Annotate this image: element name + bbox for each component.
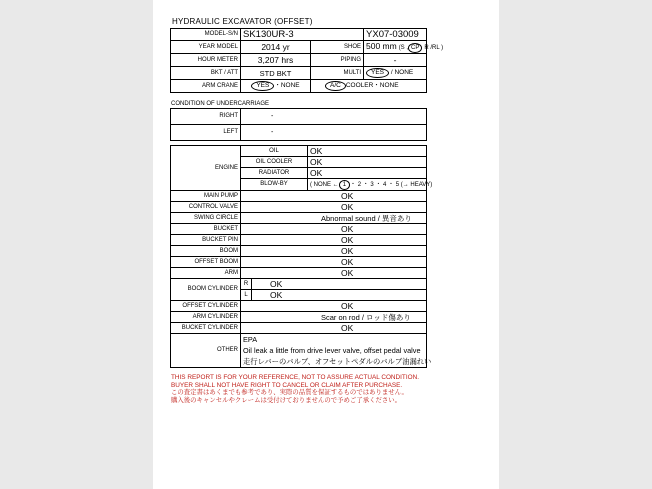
arm-cylinder-label: ARM CYLINDER [171,312,241,323]
crane-other: ・NONE [274,82,300,89]
disclaimer-line-2: BUYER SHALL NOT HAVE RIGHT TO CANCEL OR CLAIM AFTER PURCHASE. [171,381,403,389]
other-line-3: 走行レバーのバルブ、オフセットペダルのバルブ油漏れい [243,357,432,366]
boom-cylinder-label: BOOM CYLINDER [171,279,241,301]
boom-value: OK [241,246,427,257]
main-pump-label: MAIN PUMP [171,191,241,202]
engine-radiator-value: OK [308,168,427,179]
swing-circle-value: Abnormal sound / 異音あり [241,213,427,224]
multi-cell [364,67,427,80]
disclaimer-line-3: この査定書はあくまでも参考であり、実際の品質を保証するものではありません。 [171,389,408,397]
swing-circle-label: SWING CIRCLE [171,213,241,224]
shoe-open: (S , [398,44,409,51]
engine-oil-cooler-label: OIL COOLER [241,157,308,168]
multi-label: MULTI [311,67,364,80]
shoe-selected: CP [408,43,422,53]
year-value: 2014 yr [241,41,311,54]
multi-selected: YES [366,68,389,78]
bkt-value: STD BKT [241,67,311,80]
shoe-rest: R /RL ) [424,44,444,51]
hour-label: HOUR METER [171,54,241,67]
main-pump-value: OK [241,191,427,202]
offset-boom-label: OFFSET BOOM [171,257,241,268]
control-valve-label: CONTROL VALVE [171,202,241,213]
cooler-selected: A/C [325,81,346,91]
shoe-label: SHOE [311,41,364,54]
right-label: RIGHT [171,109,241,125]
piping-value: - [364,54,427,67]
undercarriage-heading: CONDITION OF UNDERCARRIAGE [171,101,270,107]
other-line-2: Oil leak a little from drive lever valve, offset pedal valve [243,346,421,355]
serial-value: YX07-03009 [364,29,427,41]
other-notes [241,334,432,368]
control-valve-value: OK [241,202,427,213]
blowby-pre: ( NONE ← [310,181,339,188]
undercarriage-table [170,108,427,141]
boom-cylinder-l-value: OK [252,290,427,301]
left-label: LEFT [171,125,241,141]
right-value: - [241,109,427,125]
engine-oil-cooler-value: OK [308,157,427,168]
arm-cylinder-value: Scar on rod / ロッド傷あり [241,312,427,323]
crane-selected: YES [251,81,274,91]
blowby-label: BLOW-BY [241,179,308,191]
hour-value: 3,207 hrs [241,54,311,67]
multi-sep: / [390,69,393,76]
engine-label: ENGINE [171,146,241,191]
bucket-label: BUCKET [171,224,241,235]
blowby-post: ・ 2 ・ 3 ・ 4 ・ 5 (→ HEAVY) [350,181,433,188]
shoe-width: 500 mm [366,40,397,51]
disclaimer-line-1: THIS REPORT IS FOR YOUR REFERENCE, NOT TO ASSURE ACTUAL CONDITION. [171,374,419,381]
model-value: SK130UR-3 [241,29,364,41]
shoe-cell [364,40,444,54]
arm-label: ARM [171,268,241,279]
model-label: MODEL-S/N [171,29,241,41]
bucket-pin-label: BUCKET PIN [171,235,241,246]
engine-radiator-label: RADIATOR [241,168,308,179]
crane-label: ARM CRANE [171,80,241,93]
blowby-scale [308,179,433,191]
cooler-rest: COOLER・NONE [345,82,399,89]
bkt-label: BKT / ATT [171,67,241,80]
bucket-pin-value: OK [241,235,427,246]
bucket-cylinder-label: BUCKET CYLINDER [171,323,241,334]
piping-label: PIPING [311,54,364,67]
other-line-1: EPA [243,335,258,344]
offset-cylinder-label: OFFSET CYLINDER [171,301,241,312]
offset-cylinder-value: OK [241,301,427,312]
left-value: - [241,125,427,141]
engine-oil-value: OK [308,146,427,157]
bucket-value: OK [241,224,427,235]
boom-label: BOOM [171,246,241,257]
cooler-cell [311,80,427,93]
crane-cell [241,80,311,93]
report-title: HYDRAULIC EXCAVATOR (OFFSET) [172,17,313,26]
engine-oil-label: OIL [241,146,308,157]
boom-cylinder-l-label: L [241,290,252,301]
boom-cylinder-r-label: R [241,279,252,290]
blowby-selected: 1 [339,180,350,190]
machine-info-table [170,28,444,93]
disclaimer [171,374,419,404]
offset-boom-value: OK [241,257,427,268]
disclaimer-line-4: 購入後のキャンセルやクレームは受付けておりませんので予めご了承ください。 [171,396,402,404]
arm-value: OK [241,268,427,279]
inspection-table [170,145,433,368]
year-label: YEAR MODEL [171,41,241,54]
multi-other: NONE [394,69,414,76]
bucket-cylinder-value: OK [241,323,427,334]
other-label: OTHER [171,334,241,368]
boom-cylinder-r-value: OK [252,279,427,290]
